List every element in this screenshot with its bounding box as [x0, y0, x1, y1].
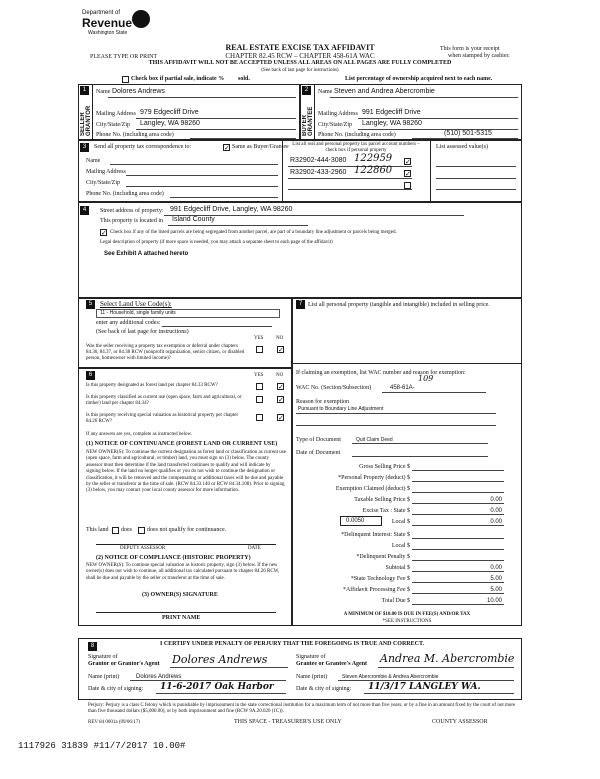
delinquent-interest-state-field[interactable]: [412, 530, 504, 539]
same-as-buyer-checkbox[interactable]: ✓: [224, 144, 230, 152]
historic-no-checkbox[interactable]: ✓: [278, 414, 284, 422]
open-space-yes-checkbox[interactable]: [256, 396, 263, 403]
section-number-4: 4: [80, 206, 89, 215]
gross-selling-price-field[interactable]: [412, 462, 504, 471]
does-not-qualify-checkbox[interactable]: [138, 527, 145, 534]
section-number-6: 6: [86, 371, 95, 380]
owner-signature-line[interactable]: [96, 612, 276, 613]
correspondence-city-field[interactable]: [126, 179, 278, 187]
section-number-3: 3: [80, 143, 89, 152]
form-title: REAL ESTATE EXCISE TAX AFFIDAVIT: [225, 43, 375, 52]
open-space-no-checkbox[interactable]: ✓: [278, 396, 284, 404]
seller-phone-field[interactable]: [190, 130, 296, 139]
personal-property-deduct-field[interactable]: [412, 473, 504, 482]
additional-codes-field[interactable]: [162, 319, 272, 327]
correspondence-name-field[interactable]: [110, 157, 278, 165]
section-number-5: 5: [86, 300, 95, 309]
segregated-checkbox[interactable]: ✓: [101, 229, 107, 237]
assessed-value-field[interactable]: [436, 169, 516, 179]
seller-name-value: Dolores Andrews: [112, 88, 165, 95]
personal-property-checkbox[interactable]: ✓: [405, 170, 411, 178]
delinquent-interest-local-field[interactable]: [412, 541, 504, 550]
partial-sale-checkbox[interactable]: [122, 76, 129, 83]
recording-stamp: 1117926 31839 #11/7/2017 10.00#: [18, 741, 186, 751]
form-subtitle: CHAPTER 82.45 RCW – CHAPTER 458-61A WAC: [225, 52, 375, 60]
correspondence-phone-field[interactable]: [170, 190, 278, 198]
assessed-value-field[interactable]: [436, 181, 516, 190]
assessed-value-field[interactable]: [436, 157, 516, 167]
warning-text: THIS AFFIDAVIT WILL NOT BE ACCEPTED UNLESS ALL AREAS ON ALL PAGES ARE FULLY COMPLETED: [148, 60, 452, 66]
logo-swirl-icon: [132, 10, 150, 28]
dor-logo: Department of Revenue Washington State: [78, 8, 140, 44]
section-number-1: 1: [80, 86, 89, 95]
treasurer-use-only: THIS SPACE - TREASURER'S USE ONLY: [234, 719, 342, 725]
exemption-claimed-field[interactable]: [412, 484, 504, 493]
personal-property-checkbox[interactable]: [404, 182, 411, 189]
exempt-no-checkbox[interactable]: ✓: [278, 346, 284, 354]
section-number-8: 8: [88, 642, 97, 651]
legal-description: See Exhibit A attached hereto: [104, 251, 189, 257]
section-number-7: 7: [296, 300, 305, 309]
forest-yes-checkbox[interactable]: [256, 383, 263, 390]
forest-no-checkbox[interactable]: ✓: [278, 383, 284, 391]
delinquent-penalty-field[interactable]: [412, 552, 504, 561]
correspondence-mailing-field[interactable]: [126, 168, 278, 176]
does-qualify-checkbox[interactable]: [112, 527, 119, 534]
section-number-2: 2: [302, 86, 311, 95]
document-date-field[interactable]: [352, 448, 488, 457]
perjury-notice: Perjury: Perjury is a class C felony which is punishable by imprisonment in the state correctional institution for a maximum term of not more than five years, or by a fine in an amount fixed by the court of not more than five thousand dollars ($5,000.00), or by both imprisonment and fine (RCW 9A.20.020 (1C)).: [88, 703, 516, 715]
historic-yes-checkbox[interactable]: [256, 414, 263, 421]
buyer-name-value: Steven and Andrea Abercrombie: [334, 88, 435, 95]
parcel-row[interactable]: [288, 181, 412, 190]
personal-property-checkbox[interactable]: ✓: [405, 158, 411, 166]
exempt-yes-checkbox[interactable]: [256, 346, 263, 353]
